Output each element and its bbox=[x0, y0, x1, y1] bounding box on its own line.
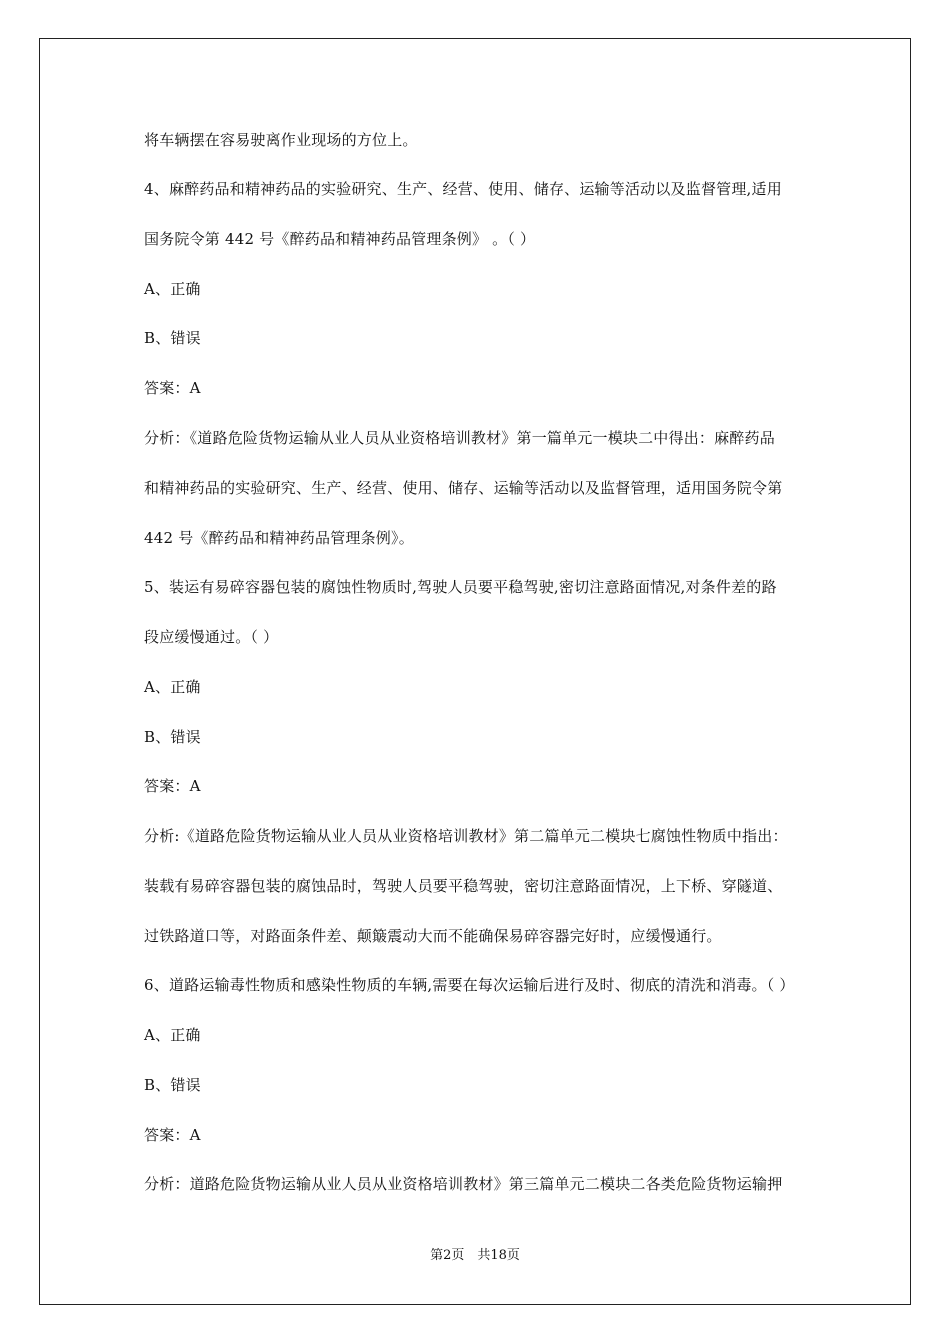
text-line-continuation: 将车辆摆在容易驶离作业现场的方位上。 bbox=[144, 131, 418, 149]
question-6-analysis: 分析：道路危险货物运输从业人员从业资格培训教材》第三篇单元二模块二各类危险货物运输押 bbox=[144, 1175, 783, 1193]
question-4-option-a: A、正确 bbox=[144, 280, 201, 298]
question-6-answer: 答案：A bbox=[144, 1126, 201, 1144]
question-6-option-a: A、正确 bbox=[144, 1026, 201, 1044]
question-4-text-cont: 国务院令第 442 号《醉药品和精神药品管理条例》 。（ ） bbox=[144, 230, 536, 248]
question-5-option-a: A、正确 bbox=[144, 678, 201, 696]
question-5-text: 5、装运有易碎容器包装的腐蚀性物质时,驾驶人员要平稳驾驶,密切注意路面情况,对条件差的路 bbox=[144, 578, 777, 596]
question-4-text: 4、麻醉药品和精神药品的实验研究、生产、经营、使用、储存、运输等活动以及监督管理,适用 bbox=[144, 180, 782, 198]
question-5-analysis-end: 过铁路道口等，对路面条件差、颠簸震动大而不能确保易碎容器完好时，应缓慢通行。 bbox=[144, 927, 722, 945]
question-4-analysis-cont: 和精神药品的实验研究、生产、经营、使用、储存、运输等活动以及监督管理，适用国务院令第 bbox=[144, 479, 783, 497]
question-5-analysis-cont: 装载有易碎容器包装的腐蚀品时，驾驶人员要平稳驾驶，密切注意路面情况，上下桥、穿隧道、 bbox=[144, 877, 783, 895]
question-4-answer: 答案：A bbox=[144, 379, 201, 397]
question-4-option-b: B、错误 bbox=[144, 329, 201, 347]
question-4-analysis-end: 442 号《醉药品和精神药品管理条例》。 bbox=[144, 529, 414, 547]
question-5-option-b: B、错误 bbox=[144, 728, 201, 746]
question-5-text-cont: 段应缓慢通过。（ ） bbox=[144, 628, 279, 646]
question-4-analysis: 分析：《道路危险货物运输从业人员从业资格培训教材》第一篇单元一模块二中得出：麻醉药品 bbox=[144, 429, 775, 447]
question-6-option-b: B、错误 bbox=[144, 1076, 201, 1094]
page-number-footer: 第2页 共18页 bbox=[430, 1248, 520, 1263]
question-6-text: 6、道路运输毒性物质和感染性物质的车辆,需要在每次运输后进行及时、彻底的清洗和消毒。（ ） bbox=[144, 976, 795, 994]
question-5-analysis: 分析:《道路危险货物运输从业人员从业资格培训教材》第二篇单元二模块七腐蚀性物质中指出： bbox=[144, 827, 788, 845]
question-5-answer: 答案：A bbox=[144, 777, 201, 795]
